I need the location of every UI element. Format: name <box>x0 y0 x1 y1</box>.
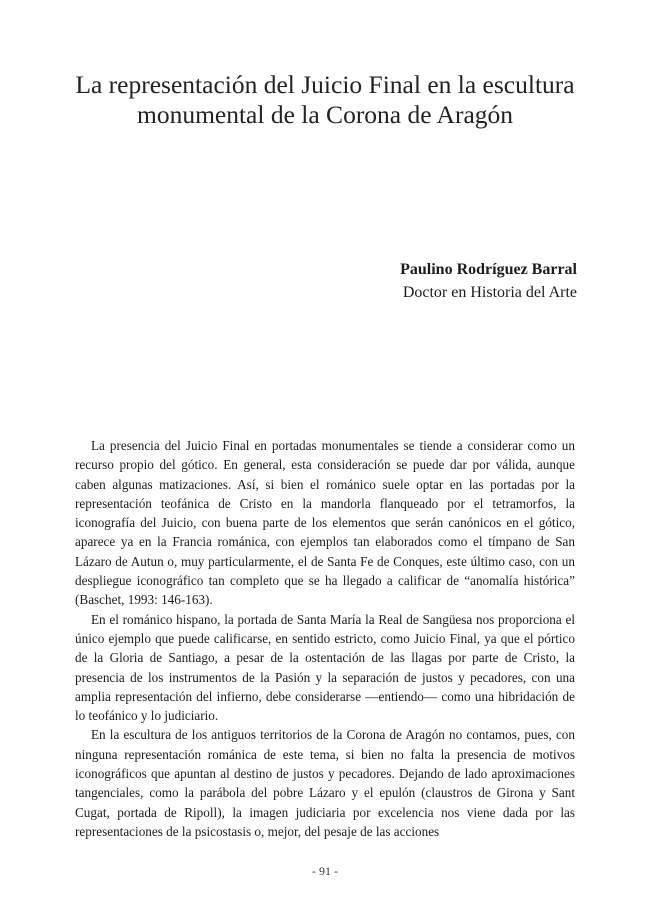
page-number: - 91 - <box>312 864 338 878</box>
author-block <box>400 258 577 304</box>
title-line-1: La representación del Juicio Final en la escultura <box>75 70 575 99</box>
article-title <box>60 70 590 130</box>
paragraph: En la escultura de los antiguos territorios de la Corona de Aragón no contamos, pues, con ninguna representación románica de este tema, si bien no falta la presencia de motivos iconográficos que apuntan al destino de justos y pecadores. Dejando de lado aproximaciones tangenciales, como la parábola del pobre Lázaro y el epulón (claustros de Girona y Sant Cugat, portada de Ripoll), la imagen judiciaria por excelencia nos viene dada por las representaciones de la psicostasis o, mejor, del pesaje de las acciones <box>75 727 575 839</box>
author-name: Paulino Rodríguez Barral <box>400 261 577 278</box>
title-line-2: monumental de la Corona de Aragón <box>136 100 514 129</box>
paragraph: En el románico hispano, la portada de Santa María la Real de Sangüesa nos proporciona el único ejemplo que puede calificarse, en sentido estricto, como Juicio Final, ya que el pórtico de la Gloria de Santiago, a pesar de la ostentación de las llagas por parte de Cristo, la presencia de los instrumentos de la Pasión y la separación de justos y pecadores, con una amplia representación del infierno, debe considerarse —entiendo— como una hibridación de lo teofánico y lo judiciario. <box>75 611 575 724</box>
author-affiliation: Doctor en Historia del Arte <box>402 284 577 301</box>
paragraph: La presencia del Juicio Final en portadas monumentales se tiende a considerar como un recurso propio del gótico. En general, esta consideración se puede dar por válida, aunque caben algunas matizaciones. Así, si bien el románico suele optar en las portadas por la representación teofánica de Cristo en la mandorla flanqueado por el tetramorfos, la iconografía del Juicio, con buena parte de los elementos que serán canónicos en el gótico, aparece ya en la Francia románica, con ejemplos tan elaborados como el tímpano de San Lázaro de Autun o, muy particularmente, el de Santa Fe de Conques, este último caso, con un despliegue iconográfico tan completo que se ha llegado a calificar de “anomalía histórica” (Baschet, 1993: 146-163). <box>75 438 575 608</box>
body-text <box>75 436 575 841</box>
